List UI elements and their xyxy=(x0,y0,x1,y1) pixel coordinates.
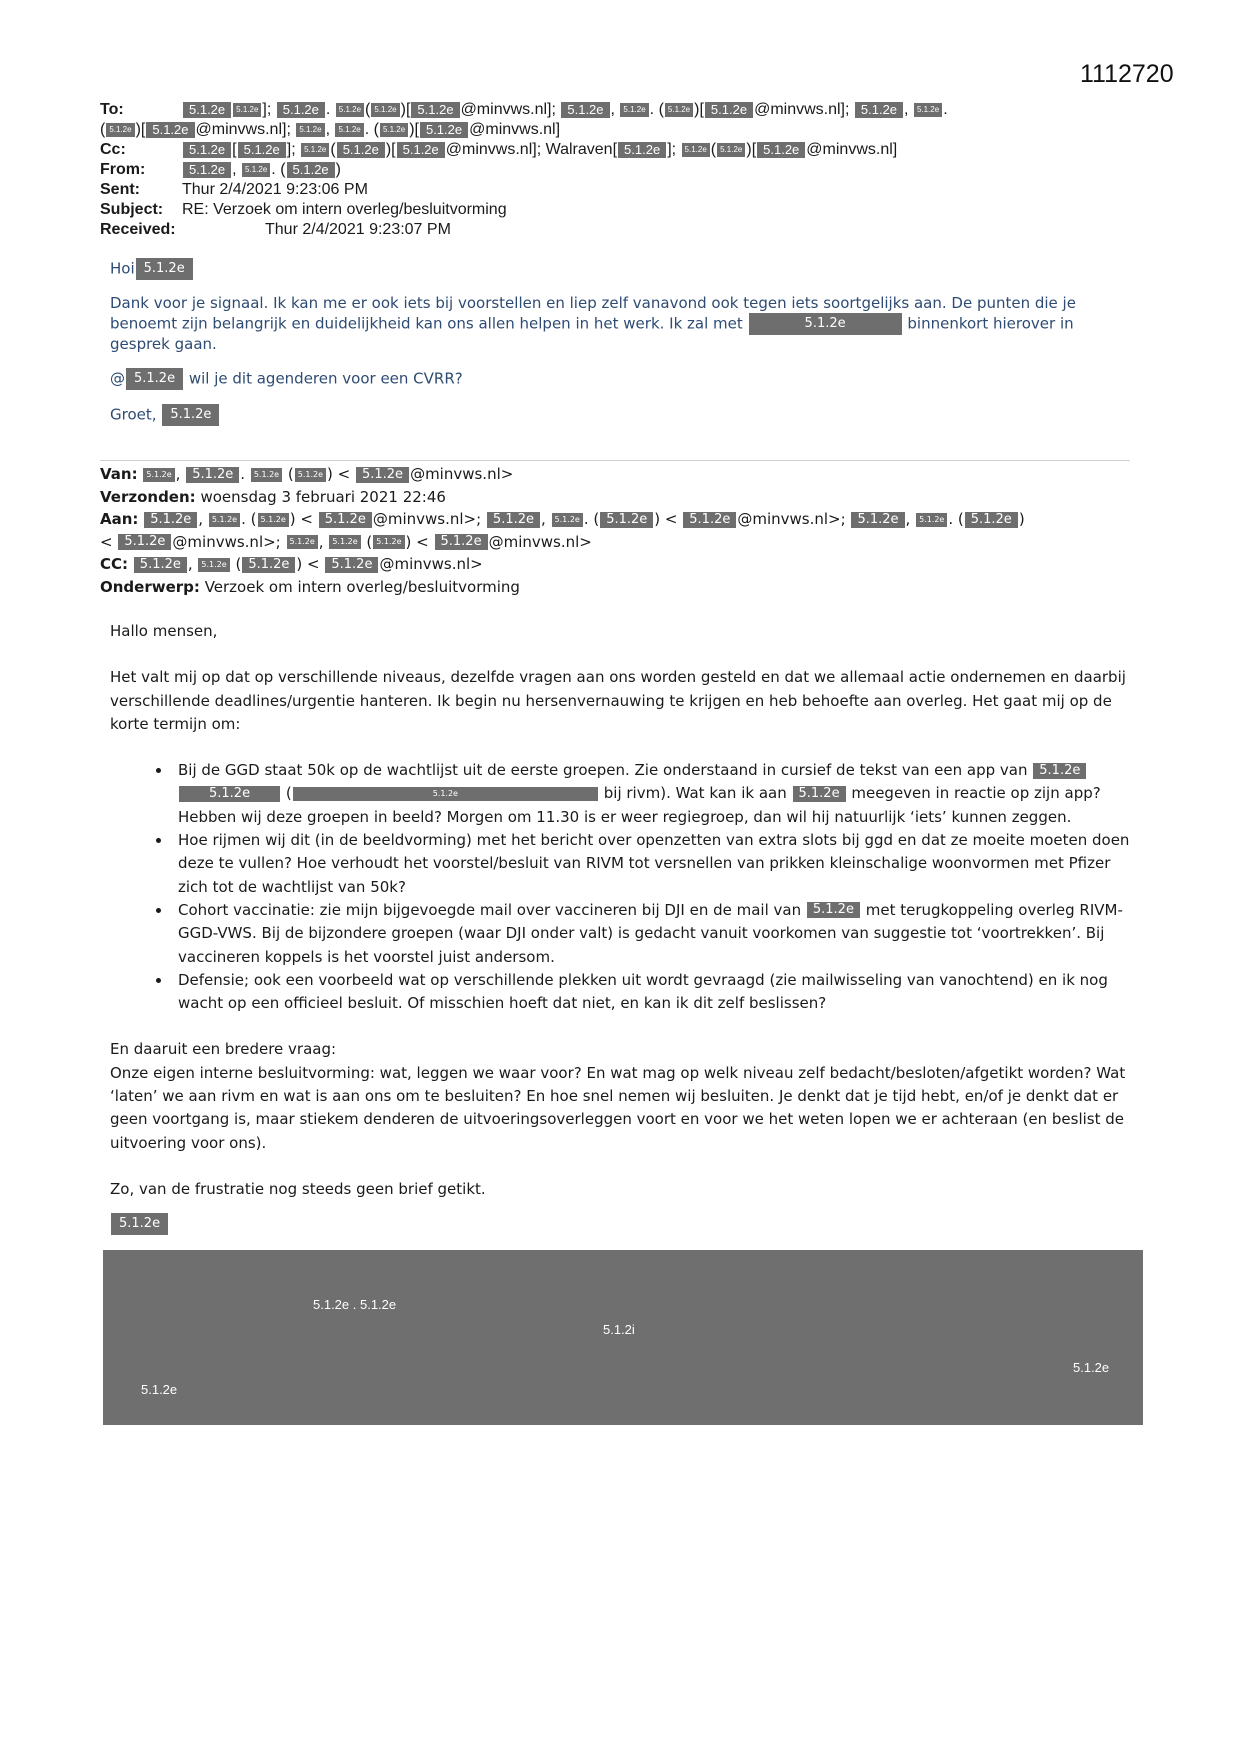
to-recipients: 5.1.2e 5.1.2e ]; 5.1.2e . 5.1.2e ( 5.1.2e )[ 5.1.2e @minvws.nl]; 5.1.2e , 5.1.2e . ( 5.1.2e )[ 5.1.2e @minvws.nl]; 5.1.2e , 5.1.2e . xyxy=(182,100,948,120)
document-number: 1112720 xyxy=(1080,60,1174,88)
list-item: • Hoe rijmen wij dit (in de beeldvorming) met het bericht over openzetten van extra slots bij ggd en dat ze moeite moeten doen deze te vullen? Hoe verhoudt het voorstel/besluit van RIVM tot versnellen van prikken kleinschalige woonvormen met Pfizer zich tot de wachtlijst van 50k? xyxy=(172,829,1140,899)
orig-onderwerp: Onderwerp: Verzoek om intern overleg/besluitvorming xyxy=(100,577,520,596)
from-label: From: xyxy=(100,161,146,178)
received-value: Thur 2/4/2021 9:23:07 PM xyxy=(265,221,451,238)
header-cc xyxy=(100,140,1160,160)
received-label: Received: xyxy=(100,221,176,238)
orig-aan-continued: < 5.1.2e @minvws.nl>; 5.1.2e , 5.1.2e ( 5.1.2e ) < 5.1.2e @minvws.nl> xyxy=(100,532,592,551)
original-message-header xyxy=(100,463,1140,599)
to-recipients-continued: ( 5.1.2e )[ 5.1.2e @minvws.nl]; 5.1.2e , 5.1.2e . ( 5.1.2e )[ 5.1.2e @minvws.nl] xyxy=(100,121,561,138)
divider xyxy=(100,460,1130,461)
list-item: • Defensie; ook een voorbeeld wat op verschillende plekken uit wordt gevraagd (zie mailwisseling van vanochtend) en ik nog wacht op een officieel besluit. Of misschien hoeft dat niet, en kan ik dit zelf beslissen? xyxy=(172,969,1140,1016)
orig-aan: Aan: 5.1.2e , 5.1.2e . ( 5.1.2e ) < 5.1.2e @minvws.nl>; 5.1.2e , 5.1.2e . ( 5.1.2e ) < 5.1.2e @minvws.nl>; 5.1.2e , 5.1.2e . ( 5.1.2e ) xyxy=(100,510,1025,529)
redaction-box: 5.1.2e xyxy=(136,258,193,280)
from-value: 5.1.2e , 5.1.2e . ( 5.1.2e ) xyxy=(182,160,341,180)
orig-verzonden: Verzonden: woensdag 3 februari 2021 22:46 xyxy=(100,487,446,506)
footer-redaction-label: 5.1.2i xyxy=(603,1322,635,1337)
subject-value: RE: Verzoek om intern overleg/besluitvorming xyxy=(182,201,507,218)
email-header xyxy=(100,100,1160,240)
reply-closing: Groet, 5.1.2e xyxy=(110,404,1130,426)
sent-value: Thur 2/4/2021 9:23:06 PM xyxy=(182,181,368,198)
signature: 5.1.2e xyxy=(110,1212,1140,1235)
reply-paragraph-2: @ 5.1.2e wil je dit agenderen voor een CVRR? xyxy=(110,368,1130,390)
footer-redaction-label: 5.1.2e xyxy=(141,1382,178,1397)
reply-message xyxy=(110,258,1130,440)
header-received xyxy=(100,220,1160,240)
header-to-continued xyxy=(100,120,1160,140)
orig-cc: CC: 5.1.2e , 5.1.2e ( 5.1.2e ) < 5.1.2e @minvws.nl> xyxy=(100,555,483,574)
redaction-box: 5.1.2e xyxy=(126,368,183,390)
intro-paragraph: Het valt mij op dat op verschillende niveaus, dezelfde vragen aan ons worden gesteld en dat we allemaal actie ondernemen en daarbij verschillende deadlines/urgentie hanteren. Ik begin nu hersenvernauwing te krijgen en heb behoefte aan overleg. Het gaat mij op de korte termijn om: xyxy=(110,668,1126,733)
list-item: • Bij de GGD staat 50k op de wachtlijst uit de eerste groepen. Zie onderstaand in cursief de tekst van een app van 5.1.2e 5.1.2e ( 5.1.2e bij rivm). Wat kan ik aan 5.1.2e meegeven in reactie op zijn app? Hebben wij deze groepen in beeld? Morgen om 11.30 is er weer regiegroep, dan wil hij natuurlijk ‘iets’ kunnen zeggen. xyxy=(172,759,1140,829)
to-label: To: xyxy=(100,101,124,118)
header-from xyxy=(100,160,1160,180)
cc-label: Cc: xyxy=(100,141,126,158)
footer-redaction-label: 5.1.2e xyxy=(1073,1360,1110,1375)
redacted-footer-block xyxy=(103,1250,1143,1425)
broader-question: En daaruit een bredere vraag: Onze eigen interne besluitvorming: wat, leggen we waar voor? En wat mag op welk niveau zelf bedacht/besloten/afgetikt worden? Wat ‘laten’ we aan rivm en wat is aan ons om te besluiten? En hoe snel nemen wij besluiten. Je denkt dat je tijd hebt, en/of je denkt dat er geen voortgang is, maar stiekem denderen de uitvoeringsoverleggen voort en voor we het weten lopen we er achteraan (en beslist de uitvoering voor ons). xyxy=(110,1040,1126,1152)
reply-paragraph-1: Dank voor je signaal. Ik kan me er ook iets bij voorstellen en liep zelf vanavond ook tegen iets soortgelijks aan. De punten die je benoemt zijn belangrijk en duidelijkheid kan ons allen helpen in het werk. Ik zal met 5.1.2e binnenkort hierover in gesprek gaan. xyxy=(110,294,1076,353)
reply-greeting: Hoi 5.1.2e xyxy=(110,258,1130,280)
redaction-box: 5.1.2e xyxy=(749,313,902,335)
header-to xyxy=(100,100,1160,120)
closing-line: Zo, van de frustratie nog steeds geen brief getikt. xyxy=(110,1179,486,1198)
bullet-list xyxy=(110,759,1140,1015)
list-item: • Cohort vaccinatie: zie mijn bijgevoegde mail over vaccineren bij DJI en de mail van 5.1.2e met terugkoppeling overleg RIVM-GGD-VWS. Bij de bijzondere groepen (waar DJI onder valt) is gedacht vanuit voorkomen van suggestie tot ‘voortrekken’. Bij vaccineren koppels is het voorstel juist andersom. xyxy=(172,899,1140,969)
sent-label: Sent: xyxy=(100,181,140,198)
cc-recipients: 5.1.2e [ 5.1.2e ]; 5.1.2e ( 5.1.2e )[ 5.1.2e @minvws.nl]; Walraven[ 5.1.2e ]; 5.1.2e ( 5.1.2e )[ 5.1.2e @minvws.nl] xyxy=(182,140,897,160)
orig-van: Van: 5.1.2e , 5.1.2e . 5.1.2e ( 5.1.2e ) < 5.1.2e @minvws.nl> xyxy=(100,465,514,483)
subject-label: Subject: xyxy=(100,201,164,218)
original-message-body xyxy=(110,620,1140,1236)
salutation: Hallo mensen, xyxy=(110,622,218,640)
header-sent xyxy=(100,180,1160,200)
redaction-box: 5.1.2e xyxy=(162,404,219,426)
header-subject xyxy=(100,200,1160,220)
footer-redaction-label: 5.1.2e . 5.1.2e xyxy=(313,1297,397,1312)
